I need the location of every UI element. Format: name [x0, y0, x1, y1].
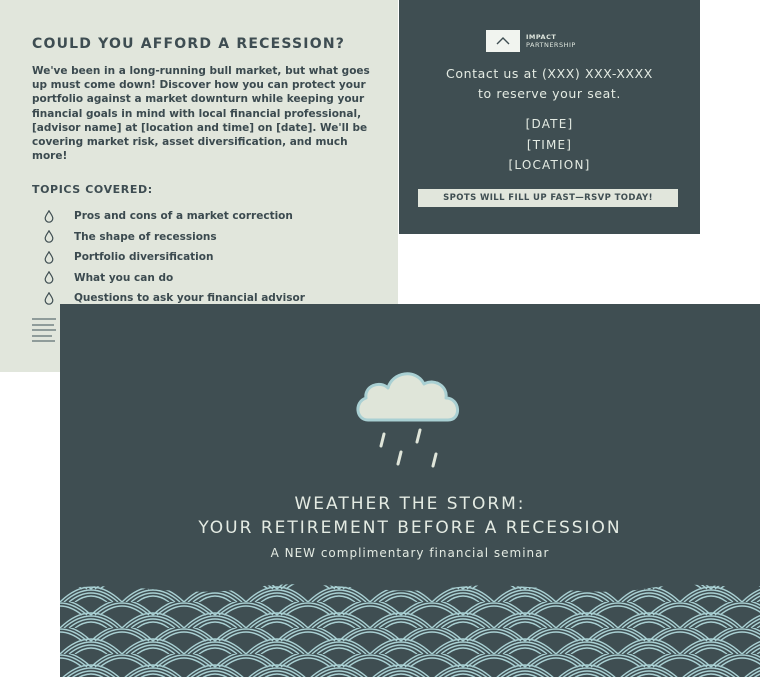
contact-line1: Contact us at (XXX) XXX-XXXX: [446, 66, 653, 81]
subheadline: A NEW complimentary financial seminar: [270, 546, 550, 560]
topics-title: TOPICS COVERED:: [32, 183, 153, 196]
chevron-up-icon: [495, 36, 511, 46]
water-drop-icon: [44, 271, 54, 284]
back-card-title: COULD YOU AFFORD A RECESSION?: [32, 36, 346, 52]
water-drop-icon: [44, 251, 54, 264]
water-drop-icon: [44, 230, 54, 243]
event-time: [TIME]: [526, 137, 573, 152]
list-item: [44, 268, 305, 289]
wave-pattern: [60, 576, 760, 677]
headline-line1: WEATHER THE STORM:: [294, 494, 526, 514]
event-details: [399, 114, 700, 176]
list-item: [44, 227, 305, 248]
logo-line1: IMPACT: [526, 33, 557, 41]
contact-line2: to reserve your seat.: [478, 86, 621, 101]
rsvp-banner: SPOTS WILL FILL UP FAST—RSVP TODAY!: [418, 189, 678, 207]
water-drop-icon: [44, 292, 54, 305]
event-location: [LOCATION]: [508, 158, 591, 172]
topics-list: [44, 206, 305, 309]
headline-line2: YOUR RETIREMENT BEFORE A RECESSION: [198, 518, 622, 538]
list-item: [44, 247, 305, 268]
logo-line2: PARTNERSHIP: [526, 41, 576, 49]
topic-label: The shape of recessions: [74, 230, 217, 243]
fine-print: [32, 318, 56, 346]
topic-label: What you can do: [74, 271, 174, 284]
company-logo: [486, 30, 576, 52]
front-card: [60, 304, 760, 677]
logo-text: [526, 33, 576, 49]
list-item: [44, 206, 305, 227]
topic-label: Portfolio diversification: [74, 251, 214, 264]
event-date: [DATE]: [525, 117, 574, 131]
topic-label: Questions to ask your financial advisor: [74, 292, 305, 305]
topic-label: Pros and cons of a market correction: [74, 210, 293, 223]
back-card-intro: We've been in a long-running bull market, but what goes up must come down! Discover how you can protect your portfolio against a market downturn while keeping your financial goals in mind with local financial professional, [advisor name] at [location and time] on [date]. We'll be covering market risk, asset diversification, and much more!: [32, 65, 370, 163]
contact-info: [399, 64, 700, 104]
logo-mark: [486, 30, 520, 52]
water-drop-icon: [44, 210, 54, 223]
info-card: [399, 0, 700, 234]
rain-cloud-icon: [350, 352, 470, 482]
